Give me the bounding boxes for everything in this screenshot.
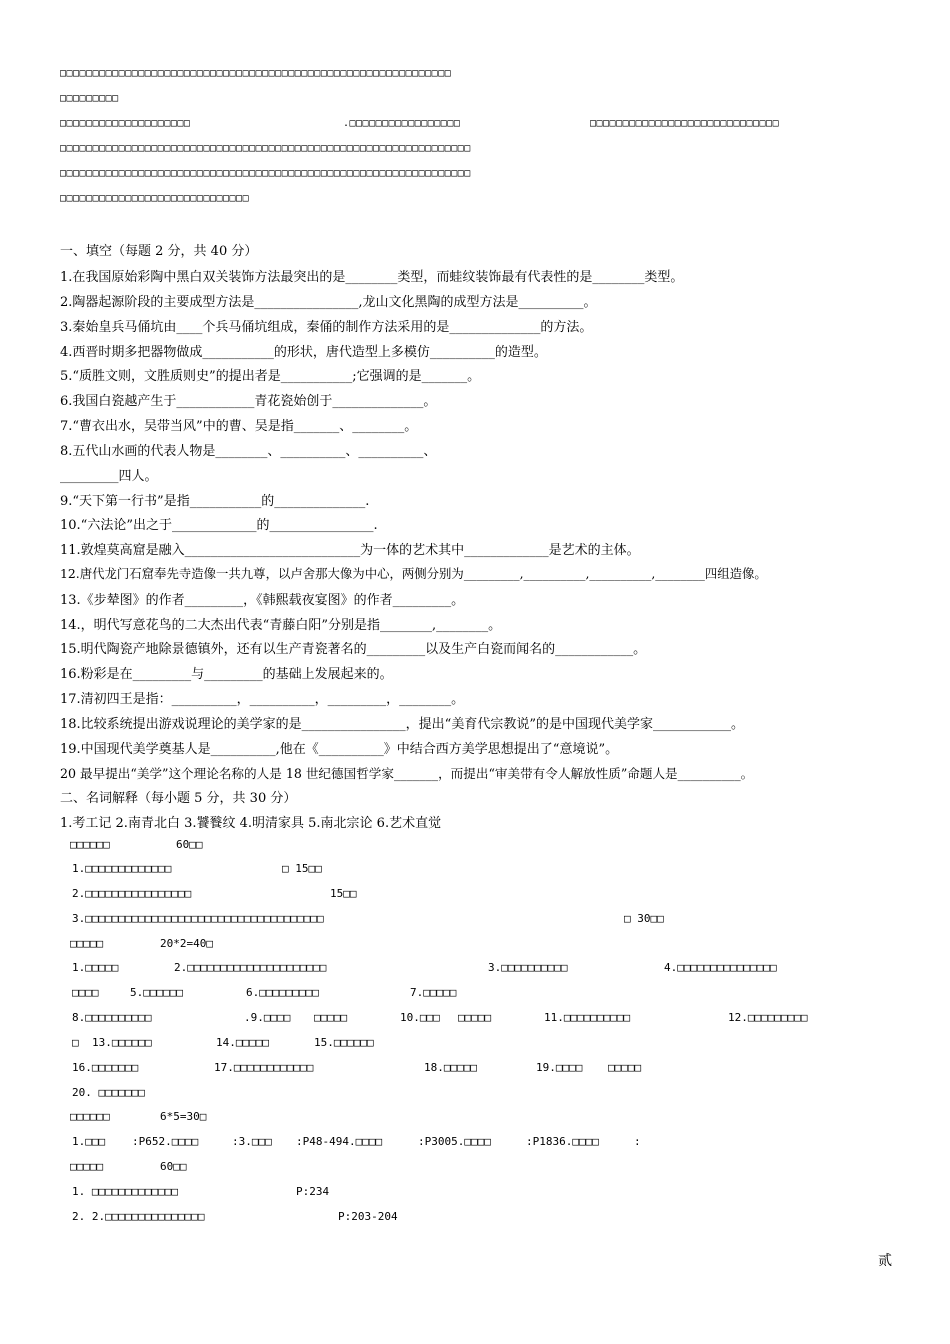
q14: 14.，明代写意花鸟的二大杰出代表“青藤白阳”分别是指________,________。 [60,618,502,633]
ans-row-3-e: □□□□□ [458,1011,492,1024]
q8-cont: _________四人。 [60,469,158,484]
ans-row-5-b: 17.□□□□□□□□□□□□ [214,1061,314,1074]
q17: 17.清初四王是指：__________，__________，_________，________。 [60,692,465,707]
section2-title: 二、名词解释（每小题 5 分，共 30 分） [60,791,297,806]
ans-heading-4-score: 60□□ [160,1160,187,1173]
ans-row-7-a: 1.□□□ [72,1135,106,1148]
q7: 7.“曹衣出水，吴带当风”中的曹、吴是指_______、________。 [60,419,418,434]
header-line-5: □□□□□□□□□□□□□□□□□□□□□□□□□□□□□□□□□□□□□□□□□□□□□□□□□□□□□□□□□□□□□□□ [60,168,471,179]
ans-heading-2: □□□□□ [70,937,104,950]
ans-row-3-c: □□□□□ [314,1011,348,1024]
q3: 3.秦始皇兵马俑坑由____个兵马俑坑组成，秦俑的制作方法采用的是______________的方法。 [60,320,593,335]
ans-row-7-c: :3.□□□ [232,1135,272,1148]
q5: 5.“质胜文则，文胜质则史”的提出者是___________;它强调的是_______。 [60,369,481,384]
ans-row-8: 1. □□□□□□□□□□□□□ [72,1185,178,1198]
ans-row-8-page: P:234 [296,1185,330,1198]
ans-row-1-b: 2.□□□□□□□□□□□□□□□□□□□□□ [174,961,327,974]
ans-row-3-g: 12.□□□□□□□□□ [728,1011,808,1024]
ans-row-4-d: 15.□□□□□□ [314,1036,374,1049]
ans-row-7-b: :P652.□□□□ [132,1135,199,1148]
ans-row-7-g: : [634,1135,641,1148]
q18: 18.比较系统提出游戏说理论的美学家的是________________，提出“美育代宗教说”的是中国现代美学家____________。 [60,717,744,732]
header-line-4: □□□□□□□□□□□□□□□□□□□□□□□□□□□□□□□□□□□□□□□□□□□□□□□□□□□□□□□□□□□□□□□ [60,143,471,154]
ans-row-9: 2. 2.□□□□□□□□□□□□□□□ [72,1210,205,1223]
ans-row-3-a: 8.□□□□□□□□□□ [72,1011,152,1024]
q9: 9.“天下第一行书”是指___________的______________. [60,494,370,509]
ans-row-5-c: 18.□□□□□ [424,1061,477,1074]
ans-row-1-a: 1.□□□□□ [72,961,119,974]
header-line-1: □□□□□□□□□□□□□□□□□□□□□□□□□□□□□□□□□□□□□□□□□□□□□□□□□□□□□□□□□□□□ [60,68,452,79]
q19: 19.中国现代美学奠基人是__________,他在《__________》中结合西方美学思想提出了“意境说”。 [60,742,619,757]
ans-heading-1: □□□□□□ [70,838,110,851]
ans-row-1-c: 3.□□□□□□□□□□ [488,961,568,974]
ans-row-9-page: P:203-204 [338,1210,398,1223]
ans-row-1-d: 4.□□□□□□□□□□□□□□□ [664,961,777,974]
ans-heading-4: □□□□□ [70,1160,104,1173]
ans-row-2-b: 5.□□□□□□ [130,986,183,999]
q10: 10.“六法论”出之于_____________的________________. [60,518,378,533]
ans-item-2: 2.□□□□□□□□□□□□□□□□ [72,887,192,900]
q20: 20 最早提出“美学”这个理论名称的人是 18 世纪德国哲学家_______，而提出“审美带有令人解放性质”命题人是__________。 [60,766,754,781]
ans-heading-3-score: 6*5=30□ [160,1110,207,1123]
q1: 1.在我国原始彩陶中黑白双关装饰方法最突出的是________类型，而蛙纹装饰最有代表性的是________类型。 [60,270,684,285]
header-line-3b: .□□□□□□□□□□□□□□□□□ [343,118,461,129]
ans-row-5-a: 16.□□□□□□□ [72,1061,139,1074]
ans-item-1-score: □ 15□□ [282,862,322,875]
ans-row-7-e: :P3005.□□□□ [418,1135,491,1148]
ans-item-3-score: □ 30□□ [624,912,664,925]
header-line-3c: □□□□□□□□□□□□□□□□□□□□□□□□□□□□□ [590,118,780,129]
section1-title: 一、填空（每题 2 分，共 40 分） [60,244,258,259]
header-line-6: □□□□□□□□□□□□□□□□□□□□□□□□□□□□□ [60,193,250,204]
ans-row-2-c: 6.□□□□□□□□□ [246,986,319,999]
ans-row-3-b: .9.□□□□ [244,1011,291,1024]
q2: 2.陶器起源阶段的主要成型方法是________________,龙山文化黑陶的成型方法是__________。 [60,295,597,310]
q16: 16.粉彩是在_________与_________的基础上发展起来的。 [60,667,393,682]
ans-item-1: 1.□□□□□□□□□□□□□ [72,862,172,875]
header-line-3a: □□□□□□□□□□□□□□□□□□□□ [60,118,191,129]
page-number: 贰 [878,1253,892,1269]
q11: 11.敦煌莫高窟是融入___________________________为一体的艺术其中_____________是艺术的主体。 [60,543,640,558]
header-line-2: □□□□□□□□□ [60,93,119,104]
ans-heading-3: □□□□□□ [70,1110,110,1123]
q13: 13.《步辇图》的作者_________，《韩熙载夜宴图》的作者_________。 [60,593,465,608]
ans-item-3: 3.□□□□□□□□□□□□□□□□□□□□□□□□□□□□□□□□□□□□ [72,912,324,925]
ans-row-2-a: □□□□ [72,986,99,999]
q15: 15.明代陶瓷产地除景德镇外，还有以生产青瓷著名的_________以及生产白瓷而闻名的____________。 [60,642,647,657]
ans-row-4-c: 14.□□□□□ [216,1036,269,1049]
ans-row-4-b: 13.□□□□□□ [92,1036,152,1049]
q8: 8.五代山水画的代表人物是________、__________、__________、 [60,444,437,459]
ans-heading-1-score: 60□□ [176,838,203,851]
ans-row-2-d: 7.□□□□□ [410,986,457,999]
q12: 12.唐代龙门石窟奉先寺造像一共九尊，以卢舍那大像为中心，两侧分别为_________,__________,__________,________四组造像。 [60,566,767,581]
q4: 4.西晋时期多把器物做成___________的形状，唐代造型上多模仿__________的造型。 [60,345,547,360]
ans-row-3-f: 11.□□□□□□□□□□ [544,1011,631,1024]
q6: 6.我国白瓷越产生于____________青花瓷始创于______________。 [60,394,437,409]
ans-row-3-d: 10.□□□ [400,1011,440,1024]
section2-terms: 1.考工记 2.南青北白 3.饕餮纹 4.明清家具 5.南北宗论 6.艺术直觉 [60,816,442,831]
ans-row-7-d: :P48-494.□□□□ [296,1135,383,1148]
ans-row-5-d: 19.□□□□ [536,1061,583,1074]
ans-item-2-score: 15□□ [330,887,357,900]
ans-row-5-e: □□□□□ [608,1061,642,1074]
ans-row-6: 20. □□□□□□□ [72,1086,145,1099]
ans-row-7-f: :P1836.□□□□ [526,1135,599,1148]
ans-row-4-a: □ [72,1036,79,1049]
ans-heading-2-score: 20*2=40□ [160,937,213,950]
